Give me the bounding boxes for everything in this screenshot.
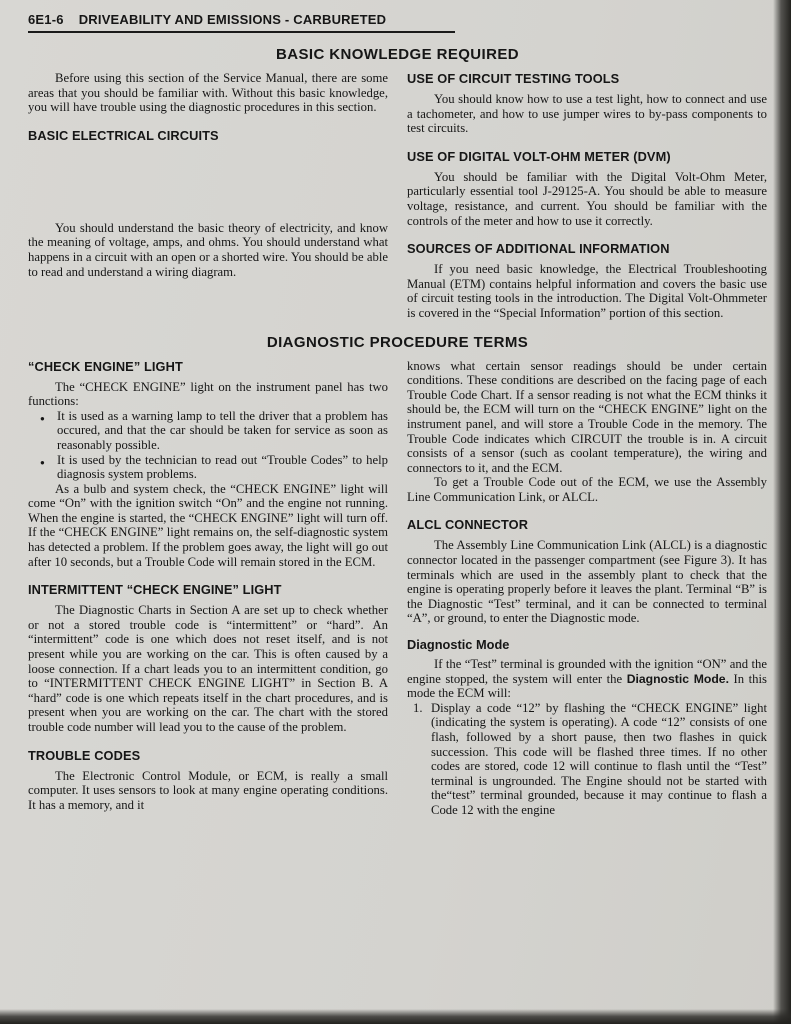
heading-check-engine-light: “CHECK ENGINE” LIGHT	[28, 358, 183, 374]
mode-text-bold: Diagnostic Mode.	[626, 671, 729, 686]
diagnostic-terms-columns	[28, 359, 767, 818]
mode-text-post: In this mode the ECM will:	[407, 671, 767, 701]
circuit-testing-paragraph: You should know how to use a test light, how to connect and use a tachometer, and how to use jumper wires to by-pass components to test circuits.	[407, 92, 767, 136]
basic-knowledge-columns	[28, 71, 767, 321]
scan-edge-bottom	[0, 1009, 791, 1024]
list-item-number: 1.	[413, 700, 423, 715]
right-column-diagnostic	[407, 359, 767, 818]
alcl-intro-paragraph: To get a Trouble Code out of the ECM, we use the Assembly Line Communication Link, or ALCL.	[407, 475, 767, 504]
figure-placeholder	[28, 149, 388, 221]
list-item-text: Display a code “12” by flashing the “CHECK ENGINE” light (indicating the system is operating). A code “12” consists of one flash, followed by a short pause, then two flashes in quick succession. This code will be flashed three times. If no other codes are stored, code 12 will continue to flash until the “Test” terminal is ungrounded. The Engine should not be started with the“test” terminal grounded, because it may continue to flash a Code 12 with the engine	[431, 700, 767, 817]
trouble-codes-continued-paragraph: knows what certain sensor readings should be under certain conditions. These conditions are described on the facing page of each Trouble Code Chart. If a sensor reading is not what the ECM thinks it should be, the ECM will turn on the “CHECK ENGINE” light on the instrument panel, and will store a Trouble Code in the memory. The Trouble Code indicates which CIRCUIT the trouble is in. A circuit consists of a sensor (such as coolant temperature), the wiring and connectors to it, and the ECM.	[407, 358, 767, 475]
heading-digital-volt-ohm-meter: USE OF DIGITAL VOLT-OHM METER (DVM)	[407, 148, 671, 164]
bullet-text: It is used as a warning lamp to tell the driver that a problem has occured, and that the car should be taken for service as soon as reasonably possible.	[57, 408, 388, 452]
list-item	[28, 409, 388, 453]
section-title-diagnostic-procedure-terms: DIAGNOSTIC PROCEDURE TERMS	[266, 333, 529, 351]
right-column-knowledge	[407, 71, 767, 321]
page-title: DRIVEABILITY AND EMISSIONS - CARBURETED	[78, 12, 387, 27]
heading-trouble-codes: TROUBLE CODES	[28, 747, 141, 763]
trouble-codes-paragraph: The Electronic Control Module, or ECM, is really a small computer. It uses sensors to look at many engine operating conditions. It has a memory, and it	[28, 768, 388, 812]
electrical-circuits-paragraph: You should understand the basic theory of electricity, and know the meaning of voltage, amps, and ohms. You should understand what happens in a circuit with an open or a shorted wire. You should be able to read and understand a wiring diagram.	[28, 220, 388, 279]
section-title-basic-knowledge: BASIC KNOWLEDGE REQUIRED	[276, 46, 519, 63]
knowledge-intro-paragraph: Before using this section of the Service Manual, there are some areas that you should be familiar with. Without this basic knowledge, you will have trouble using the diagnostic procedures in this section.	[28, 71, 388, 115]
scan-edge-right	[773, 0, 791, 1024]
page-number: 6E1-6	[28, 12, 64, 27]
heading-sources-additional-information: SOURCES OF ADDITIONAL INFORMATION	[407, 241, 670, 257]
heading-circuit-testing-tools: USE OF CIRCUIT TESTING TOOLS	[407, 71, 620, 86]
left-column-diagnostic	[28, 359, 388, 818]
list-item	[28, 453, 388, 482]
bullet-icon	[40, 409, 57, 453]
bullet-text: It is used by the technician to read out “Trouble Codes” to help diagnosis system problems.	[57, 452, 388, 482]
numbered-list-item	[407, 701, 767, 818]
alcl-connector-paragraph: The Assembly Line Communication Link (ALCL) is a diagnostic connector located in the passenger compartment (see Figure 3). It has terminals which are used in the assembly plant to check that the engine is operating properly before it leaves the plant. Terminal “B” is the Diagnostic “Test” terminal, and it can be connected to terminal “A”, or ground, to enter the Diagnostic mode.	[407, 538, 767, 626]
diagnostic-mode-paragraph	[407, 657, 767, 701]
heading-basic-electrical-circuits: BASIC ELECTRICAL CIRCUITS	[28, 127, 219, 143]
heading-intermittent-check-engine-light: INTERMITTENT “CHECK ENGINE” LIGHT	[28, 582, 282, 598]
heading-alcl-connector: ALCL CONNECTOR	[407, 517, 529, 533]
intermittent-paragraph: The Diagnostic Charts in Section A are set up to check whether or not a stored trouble code is “intermittent” or “hard”. An “intermittent” code is one which does not reset itself, and is not present while you are working on the car. This is often caused by a loose connection. If a chart leads you to an intermittent condition, go to “INTERMITTENT CHECK ENGINE LIGHT” in Section B. A “hard” code is one which repeats itself in the chart procedures, and is present when you are working on the car. The chart with the stored trouble code number will lead you to the cause of the problem.	[28, 603, 388, 734]
sources-paragraph: If you need basic knowledge, the Electrical Troubleshooting Manual (ETM) contains helpful information and covers the basic use of circuit testing tools in the introduction. The Digital Volt-Ohmmeter is covered in the “Special Information” portion of this section.	[407, 262, 767, 320]
check-engine-bulb-paragraph: As a bulb and system check, the “CHECK ENGINE” light will come “On” with the ignition switch “On” and the engine not running. When the engine is started, the “CHECK ENGINE” light will turn off. If the “CHECK ENGINE” light remains on, the self-diagnostic system has detected a problem. If the problem goes away, the light will go out after 10 seconds, but a Trouble Code will remain stored in the ECM.	[28, 481, 388, 569]
bullet-icon	[40, 453, 57, 482]
left-column-knowledge	[28, 71, 388, 321]
subheading-diagnostic-mode: Diagnostic Mode	[407, 637, 510, 653]
check-engine-intro-paragraph: The “CHECK ENGINE” light on the instrument panel has two functions:	[28, 379, 388, 409]
dvm-paragraph: You should be familiar with the Digital Volt-Ohm Meter, particularly essential tool J-29125-A. You should be able to measure voltage, resistance, and current. You should be familiar with the controls of the meter and how to use it correctly.	[407, 169, 767, 228]
mode-text-pre: If the “Test” terminal is grounded with the ignition “ON” and the engine stopped, the system will enter the	[407, 657, 767, 686]
header-rule	[28, 31, 455, 33]
page-header	[28, 12, 767, 27]
